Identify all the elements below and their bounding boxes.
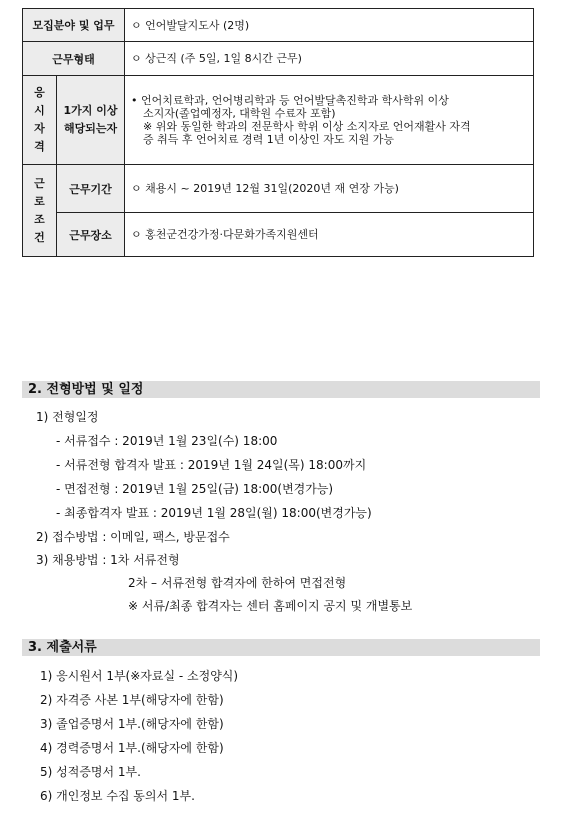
recruitment-info-table xyxy=(22,8,534,257)
row-qualification xyxy=(23,76,534,165)
schedule-item-3: - 면접전형 : 2019년 1월 25일(금) 18:00(변경가능) xyxy=(56,482,334,496)
schedule-item-4: - 최종합격자 발표 : 2019년 1월 28일(월) 18:00(변경가능) xyxy=(56,506,372,520)
field-value: ㅇ 언어발달지도사 (2명) xyxy=(125,9,534,42)
hiring-method: 3) 채용방법 : 1차 서류전형 xyxy=(36,553,180,567)
section2-title: 2. 전형방법 및 일정 xyxy=(28,382,144,397)
document-item-2: 2) 자격증 사본 1부(해당자에 한함) xyxy=(40,693,224,707)
place-value: ㅇ 홍천군건강가정·다문화가족지원센터 xyxy=(125,213,534,257)
row-period xyxy=(23,165,534,213)
qualification-details xyxy=(125,76,534,165)
row-field xyxy=(23,9,534,42)
qualification-line-2: 소지자(졸업예정자, 대학원 수료자 포함) xyxy=(143,107,336,120)
work-type-value: ㅇ 상근직 (주 5일, 1일 8시간 근무) xyxy=(125,42,534,76)
row-place xyxy=(23,213,534,257)
schedule-title: 1) 전형일정 xyxy=(36,410,99,424)
document-item-1: 1) 응시원서 1부(※자료실 - 소정양식) xyxy=(40,669,239,683)
row-work-type xyxy=(23,42,534,76)
field-header: 모집분야 및 업무 xyxy=(23,9,125,42)
conditions-header: 근로 조건 xyxy=(23,165,57,257)
period-value: ㅇ 채용시 ~ 2019년 12월 31일(2020년 재 연장 가능) xyxy=(125,165,534,213)
document-item-4: 4) 경력증명서 1부.(해당자에 한함) xyxy=(40,741,224,755)
section3-title: 3. 제출서류 xyxy=(28,640,97,655)
period-header: 근무기간 xyxy=(57,165,125,213)
qualification-line-1: • 언어치료학과, 언어병리학과 등 언어발달촉진학과 학사학위 이상 xyxy=(131,94,449,107)
document-item-6: 6) 개인정보 수집 동의서 1부. xyxy=(40,789,195,803)
document-item-3: 3) 졸업증명서 1부.(해당자에 한함) xyxy=(40,717,224,731)
schedule-item-2: - 서류전형 합격자 발표 : 2019년 1월 24일(목) 18:00까지 xyxy=(56,458,367,472)
application-method: 2) 접수방법 : 이메일, 팩스, 방문접수 xyxy=(36,530,230,544)
schedule-item-1: - 서류접수 : 2019년 1월 23일(수) 18:00 xyxy=(56,434,278,448)
work-type-header: 근무형태 xyxy=(23,42,125,76)
document-item-5: 5) 성적증명서 1부. xyxy=(40,765,141,779)
hiring-method-2: 2차 – 서류전형 합격자에 한하여 면접전형 xyxy=(128,576,347,590)
qualification-line-3: ※ 위와 동일한 학과의 전문학사 학위 이상 소지자로 언어재활사 자격 xyxy=(143,120,471,133)
qualification-subheader: 1가지 이상 해당되는자 xyxy=(57,76,125,165)
section3-bar xyxy=(22,639,540,656)
qualification-line-4: 증 취득 후 언어치료 경력 1년 이상인 자도 지원 가능 xyxy=(143,133,395,146)
notice: ※ 서류/최종 합격자는 센터 홈페이지 공지 및 개별통보 xyxy=(128,599,413,613)
qualification-header: 응시 자격 xyxy=(23,76,57,165)
place-header: 근무장소 xyxy=(57,213,125,257)
